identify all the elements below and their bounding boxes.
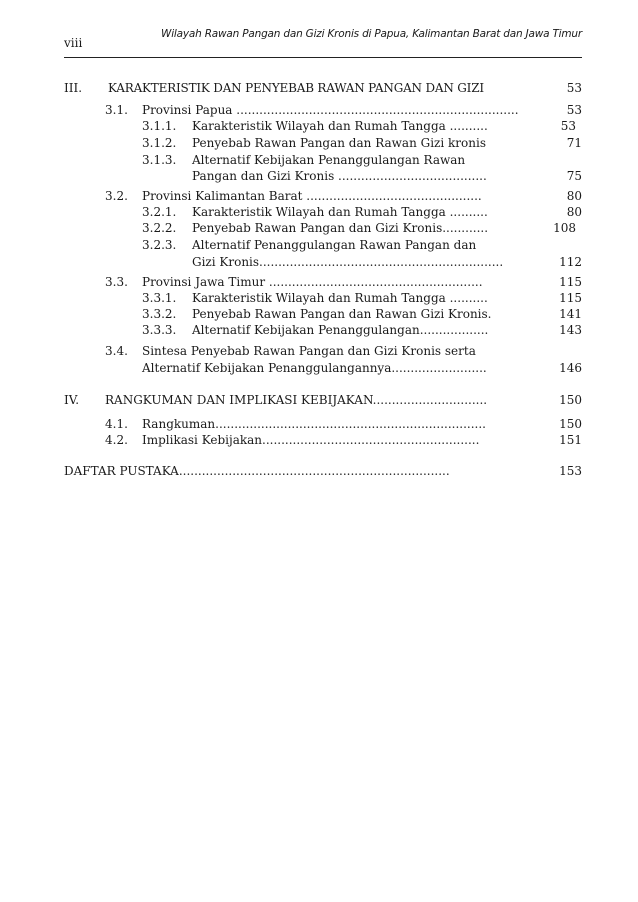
- toc-title: Provinsi Papua ..........................................................................: [142, 103, 519, 117]
- toc-entry: [105, 432, 582, 448]
- toc-number: 3.1.: [105, 103, 128, 117]
- toc-number: 3.3.2.: [142, 307, 177, 321]
- toc-entry: [105, 343, 582, 359]
- toc-page: 146: [559, 361, 582, 375]
- toc-title: Karakteristik Wilayah dan Rumah Tangga ..........: [192, 291, 488, 305]
- toc-number: 3.3.1.: [142, 291, 177, 305]
- toc-page: 53: [566, 81, 582, 95]
- toc-title: RANGKUMAN DAN IMPLIKASI KEBIJAKAN..............................: [105, 393, 488, 407]
- toc-page: 75: [566, 169, 582, 183]
- toc-page: 141: [559, 307, 582, 321]
- toc-title: Pangan dan Gizi Kronis .......................................: [192, 169, 487, 183]
- toc-title: Rangkuman.......................................................................: [142, 417, 486, 431]
- toc-entry: [142, 254, 582, 270]
- toc-title: KARAKTERISTIK DAN PENYEBAB RAWAN PANGAN DAN GIZI: [108, 81, 484, 95]
- toc-page: 151: [559, 433, 582, 447]
- toc-entry: [142, 168, 582, 184]
- toc-title: Provinsi Kalimantan Barat ..............................................: [142, 189, 482, 203]
- toc-title: Alternatif Penanggulangan Rawan Pangan dan: [192, 238, 477, 252]
- toc-title: Sintesa Penyebab Rawan Pangan dan Gizi Kronis serta: [142, 344, 476, 358]
- toc-number: 3.1.3.: [142, 153, 177, 167]
- toc-entry: [105, 188, 582, 204]
- toc-number: III.: [64, 81, 83, 95]
- toc-entry: [142, 237, 582, 253]
- toc-entry: [64, 80, 582, 96]
- toc-page: 53: [560, 119, 576, 133]
- toc-title: Alternatif Kebijakan Penanggulangan..................: [192, 323, 489, 337]
- toc-page: 143: [559, 323, 582, 337]
- toc-title: Implikasi Kebijakan.........................................................: [142, 433, 480, 447]
- toc-entry: [64, 463, 582, 479]
- toc-entry: [105, 416, 582, 432]
- toc-title: Karakteristik Wilayah dan Rumah Tangga ..........: [192, 119, 488, 133]
- toc-page: 115: [559, 275, 582, 289]
- toc-title: Alternatif Kebijakan Penanggulangannya.........................: [142, 361, 487, 375]
- toc-entry: [142, 306, 582, 322]
- toc-page: 71: [566, 136, 582, 150]
- toc-title: Alternatif Kebijakan Penanggulangan Rawan: [192, 153, 466, 167]
- toc-title: Provinsi Jawa Timur ........................................................: [142, 275, 483, 289]
- toc-page: 80: [566, 189, 582, 203]
- toc-page: 108: [553, 221, 576, 235]
- toc-entry: [142, 290, 582, 306]
- header-rule: [64, 57, 582, 58]
- toc-page: 115: [559, 291, 582, 305]
- running-title: Wilayah Rawan Pangan dan Gizi Kronis di Papua, Kalimantan Barat dan Jawa Timur: [161, 28, 582, 40]
- toc-number: 3.2.2.: [142, 221, 177, 235]
- toc-number: 3.2.: [105, 189, 128, 203]
- toc-number: 3.3.: [105, 275, 128, 289]
- toc-number: 4.1.: [105, 417, 128, 431]
- toc-title: Penyebab Rawan Pangan dan Rawan Gizi Kronis.: [192, 307, 492, 321]
- toc-number: 3.1.2.: [142, 136, 177, 150]
- toc-entry: [142, 204, 582, 220]
- page-number: viii: [64, 36, 83, 50]
- toc-page: 153: [559, 464, 582, 478]
- toc-entry: [142, 118, 582, 134]
- toc-number: 3.3.3.: [142, 323, 177, 337]
- toc-number: 4.2.: [105, 433, 128, 447]
- toc-page: 150: [559, 393, 582, 407]
- toc-title: Gizi Kronis................................................................: [192, 255, 504, 269]
- toc-entry: [142, 152, 582, 168]
- toc-number: 3.2.1.: [142, 205, 177, 219]
- toc-entry: [142, 322, 582, 338]
- toc-entry: [105, 102, 582, 118]
- toc-page: 53: [566, 103, 582, 117]
- toc-title: Karakteristik Wilayah dan Rumah Tangga ..........: [192, 205, 488, 219]
- toc-number: IV.: [64, 393, 80, 407]
- toc-page: 112: [559, 255, 582, 269]
- toc-title: Penyebab Rawan Pangan dan Rawan Gizi kronis: [192, 136, 486, 150]
- toc-title: DAFTAR PUSTAKA.......................................................................: [64, 464, 450, 478]
- toc-number: 3.4.: [105, 344, 128, 358]
- toc-entry: [64, 392, 582, 408]
- toc-entry: [142, 220, 582, 236]
- toc-entry: [142, 135, 582, 151]
- toc-page: 80: [566, 205, 582, 219]
- toc-entry: [105, 274, 582, 290]
- toc-page: 150: [559, 417, 582, 431]
- toc-entry: [105, 360, 582, 376]
- toc-number: 3.1.1.: [142, 119, 177, 133]
- toc-number: 3.2.3.: [142, 238, 177, 252]
- toc-title: Penyebab Rawan Pangan dan Gizi Kronis............: [192, 221, 489, 235]
